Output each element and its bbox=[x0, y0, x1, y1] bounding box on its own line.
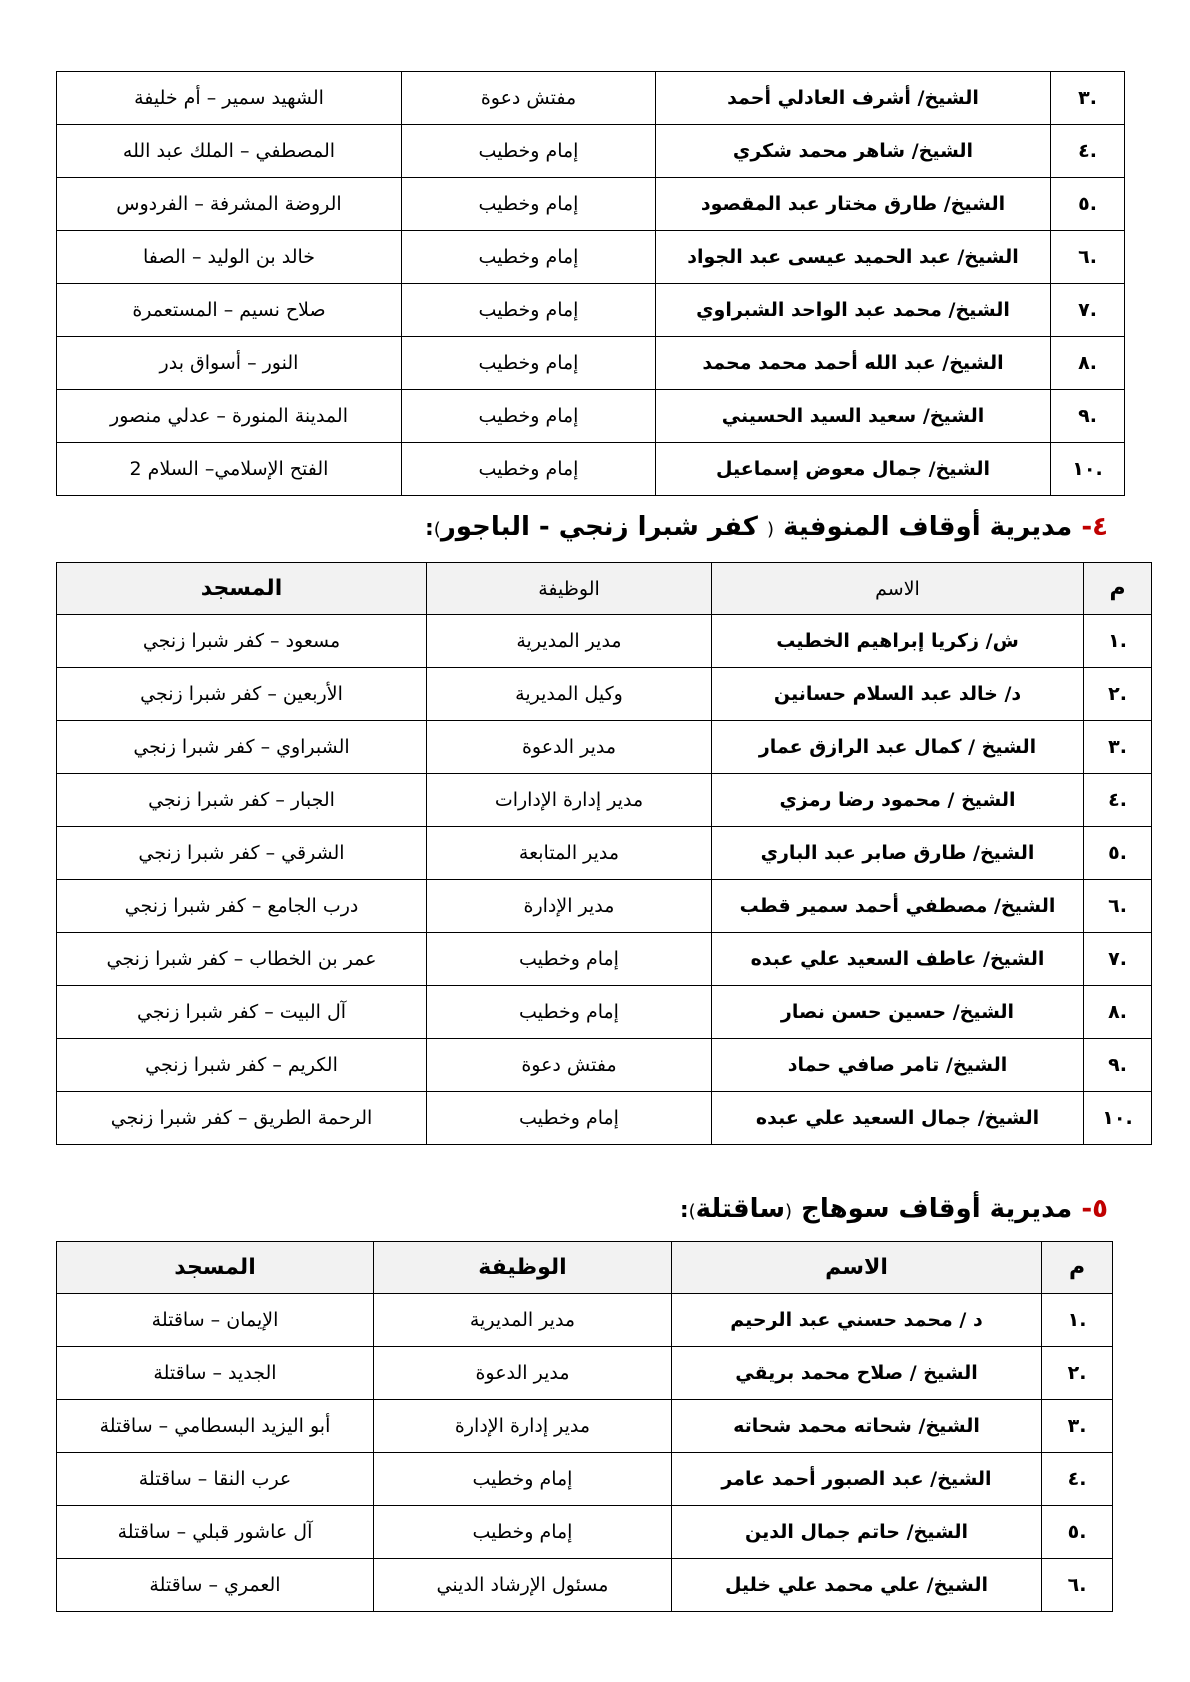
header-job: الوظيفة bbox=[427, 563, 712, 615]
job-title: مدير إدارة الإدارات bbox=[427, 774, 712, 827]
table-row bbox=[57, 986, 1152, 1039]
header-mosque: المسجد bbox=[57, 563, 427, 615]
table-row bbox=[57, 880, 1152, 933]
job-title: إمام وخطيب bbox=[402, 231, 656, 284]
job-title: مفتش دعوة bbox=[427, 1039, 712, 1092]
mosque-name: درب الجامع – كفر شبرا زنجي bbox=[57, 880, 427, 933]
table-row bbox=[57, 1347, 1113, 1400]
header-mosque: المسجد bbox=[57, 1242, 374, 1294]
table-header-row bbox=[57, 563, 1152, 615]
table-row bbox=[57, 1294, 1113, 1347]
paren-open: ( bbox=[785, 1201, 793, 1222]
person-name: الشيخ/ سعيد السيد الحسيني bbox=[656, 390, 1051, 443]
table-row bbox=[57, 721, 1152, 774]
mosque-name: الشبراوي – كفر شبرا زنجي bbox=[57, 721, 427, 774]
row-number: .٦ bbox=[1042, 1559, 1113, 1612]
job-title: إمام وخطيب bbox=[402, 337, 656, 390]
table-row bbox=[57, 1400, 1113, 1453]
paren-open: ( bbox=[766, 519, 775, 540]
table-section-5 bbox=[56, 1241, 1113, 1612]
person-name: د / محمد حسني عبد الرحيم bbox=[672, 1294, 1042, 1347]
job-title: وكيل المديرية bbox=[427, 668, 712, 721]
section-4-heading bbox=[425, 512, 1108, 542]
mosque-name: آل البيت – كفر شبرا زنجي bbox=[57, 986, 427, 1039]
table-row bbox=[57, 1506, 1113, 1559]
row-number: .٤ bbox=[1051, 125, 1125, 178]
table-row bbox=[57, 443, 1125, 496]
table-row bbox=[57, 284, 1125, 337]
header-job: الوظيفة bbox=[374, 1242, 672, 1294]
mosque-name: خالد بن الوليد – الصفا bbox=[57, 231, 402, 284]
person-name: الشيخ / صلاح محمد بريقي bbox=[672, 1347, 1042, 1400]
person-name: الشيخ/ حاتم جمال الدين bbox=[672, 1506, 1042, 1559]
row-number: .٧ bbox=[1051, 284, 1125, 337]
job-title: إمام وخطيب bbox=[402, 443, 656, 496]
row-number: .٩ bbox=[1051, 390, 1125, 443]
person-name: د/ خالد عبد السلام حسانين bbox=[712, 668, 1084, 721]
colon: : bbox=[424, 516, 434, 541]
job-title: إمام وخطيب bbox=[427, 1092, 712, 1145]
job-title: إمام وخطيب bbox=[402, 125, 656, 178]
job-title: إمام وخطيب bbox=[402, 284, 656, 337]
header-name: الاسم bbox=[712, 563, 1084, 615]
person-name: الشيخ/ عبد الحميد عيسى عبد الجواد bbox=[656, 231, 1051, 284]
job-title: مدير المديرية bbox=[374, 1294, 672, 1347]
row-number: .٣ bbox=[1042, 1400, 1113, 1453]
mosque-name: المدينة المنورة – عدلي منصور bbox=[57, 390, 402, 443]
row-number: .٤ bbox=[1084, 774, 1152, 827]
row-number: .٢ bbox=[1042, 1347, 1113, 1400]
job-title: مدير المتابعة bbox=[427, 827, 712, 880]
job-title: مدير إدارة الإدارة bbox=[374, 1400, 672, 1453]
table-row bbox=[57, 337, 1125, 390]
mosque-name: العمري – ساقتلة bbox=[57, 1559, 374, 1612]
row-number: .٥ bbox=[1042, 1506, 1113, 1559]
job-title: مدير الدعوة bbox=[427, 721, 712, 774]
table-row bbox=[57, 615, 1152, 668]
mosque-name: صلاح نسيم – المستعمرة bbox=[57, 284, 402, 337]
mosque-name: الجديد – ساقتلة bbox=[57, 1347, 374, 1400]
mosque-name: المصطفي – الملك عبد الله bbox=[57, 125, 402, 178]
row-number: .٢ bbox=[1084, 668, 1152, 721]
row-number: .٨ bbox=[1051, 337, 1125, 390]
row-number: .١٠ bbox=[1084, 1092, 1152, 1145]
table-header-row bbox=[57, 1242, 1113, 1294]
mosque-name: آل عاشور قبلي – ساقتلة bbox=[57, 1506, 374, 1559]
row-number: .٣ bbox=[1084, 721, 1152, 774]
table-row bbox=[57, 668, 1152, 721]
job-title: مدير الإدارة bbox=[427, 880, 712, 933]
section-title: مديرية أوقاف سوهاج bbox=[801, 1194, 1073, 1224]
person-name: الشيخ / محمود رضا رمزي bbox=[712, 774, 1084, 827]
job-title: إمام وخطيب bbox=[402, 178, 656, 231]
mosque-name: الروضة المشرفة – الفردوس bbox=[57, 178, 402, 231]
table-section-3-continued bbox=[56, 71, 1125, 496]
colon: : bbox=[679, 1198, 689, 1223]
section-subtitle: كفر شبرا زنجي - الباجور bbox=[440, 512, 758, 542]
paren-close: ) bbox=[688, 1201, 696, 1222]
person-name: الشيخ/ شاهر محمد شكري bbox=[656, 125, 1051, 178]
person-name: الشيخ/ مصطفي أحمد سمير قطب bbox=[712, 880, 1084, 933]
person-name: الشيخ/ حسين حسن نصار bbox=[712, 986, 1084, 1039]
job-title: مفتش دعوة bbox=[402, 72, 656, 125]
row-number: .١ bbox=[1084, 615, 1152, 668]
job-title: مدير المديرية bbox=[427, 615, 712, 668]
row-number: .٤ bbox=[1042, 1453, 1113, 1506]
table-row bbox=[57, 933, 1152, 986]
table-section-4 bbox=[56, 562, 1152, 1145]
section-number: ٥- bbox=[1081, 1194, 1108, 1224]
header-num: م bbox=[1042, 1242, 1113, 1294]
table-row bbox=[57, 1039, 1152, 1092]
table-row bbox=[57, 1092, 1152, 1145]
row-number: .٨ bbox=[1084, 986, 1152, 1039]
row-number: .٥ bbox=[1084, 827, 1152, 880]
row-number: .٩ bbox=[1084, 1039, 1152, 1092]
person-name: الشيخ/ عبد الله أحمد محمد محمد bbox=[656, 337, 1051, 390]
table-row bbox=[57, 231, 1125, 284]
table-row bbox=[57, 1453, 1113, 1506]
person-name: الشيخ/ جمال معوض إسماعيل bbox=[656, 443, 1051, 496]
person-name: الشيخ/ أشرف العادلي أحمد bbox=[656, 72, 1051, 125]
person-name: الشيخ/ عبد الصبور أحمد عامر bbox=[672, 1453, 1042, 1506]
mosque-name: أبو اليزيد البسطامي – ساقتلة bbox=[57, 1400, 374, 1453]
table-row bbox=[57, 125, 1125, 178]
mosque-name: الأربعين – كفر شبرا زنجي bbox=[57, 668, 427, 721]
job-title: إمام وخطيب bbox=[374, 1506, 672, 1559]
table-row bbox=[57, 1559, 1113, 1612]
mosque-name: الشهيد سمير – أم خليفة bbox=[57, 72, 402, 125]
header-num: م bbox=[1084, 563, 1152, 615]
table-row bbox=[57, 390, 1125, 443]
header-name: الاسم bbox=[672, 1242, 1042, 1294]
mosque-name: الإيمان – ساقتلة bbox=[57, 1294, 374, 1347]
person-name: الشيخ/ شحاته محمد شحاته bbox=[672, 1400, 1042, 1453]
mosque-name: عرب النقا – ساقتلة bbox=[57, 1453, 374, 1506]
row-number: .٣ bbox=[1051, 72, 1125, 125]
section-number: ٤- bbox=[1081, 512, 1108, 542]
table-row bbox=[57, 178, 1125, 231]
job-title: مدير الدعوة bbox=[374, 1347, 672, 1400]
section-subtitle: ساقتلة bbox=[695, 1194, 786, 1224]
row-number: .٦ bbox=[1084, 880, 1152, 933]
mosque-name: الكريم – كفر شبرا زنجي bbox=[57, 1039, 427, 1092]
section-5-heading bbox=[680, 1194, 1108, 1224]
person-name: الشيخ/ محمد عبد الواحد الشبراوي bbox=[656, 284, 1051, 337]
table-row bbox=[57, 827, 1152, 880]
row-number: .٥ bbox=[1051, 178, 1125, 231]
mosque-name: الجبار – كفر شبرا زنجي bbox=[57, 774, 427, 827]
person-name: الشيخ/ طارق مختار عبد المقصود bbox=[656, 178, 1051, 231]
mosque-name: الرحمة الطريق – كفر شبرا زنجي bbox=[57, 1092, 427, 1145]
person-name: الشيخ/ تامر صافي حماد bbox=[712, 1039, 1084, 1092]
person-name: الشيخ/ طارق صابر عبد الباري bbox=[712, 827, 1084, 880]
person-name: الشيخ/ جمال السعيد علي عبده bbox=[712, 1092, 1084, 1145]
job-title: إمام وخطيب bbox=[427, 933, 712, 986]
mosque-name: مسعود – كفر شبرا زنجي bbox=[57, 615, 427, 668]
job-title: مسئول الإرشاد الديني bbox=[374, 1559, 672, 1612]
person-name: الشيخ/ عاطف السعيد علي عبده bbox=[712, 933, 1084, 986]
mosque-name: النور – أسواق بدر bbox=[57, 337, 402, 390]
person-name: الشيخ / كمال عبد الرازق عمار bbox=[712, 721, 1084, 774]
row-number: .٦ bbox=[1051, 231, 1125, 284]
job-title: إمام وخطيب bbox=[402, 390, 656, 443]
mosque-name: الفتح الإسلامي– السلام 2 bbox=[57, 443, 402, 496]
table-row bbox=[57, 72, 1125, 125]
row-number: .١ bbox=[1042, 1294, 1113, 1347]
mosque-name: الشرقي – كفر شبرا زنجي bbox=[57, 827, 427, 880]
section-title: مديرية أوقاف المنوفية bbox=[783, 512, 1073, 542]
row-number: .٧ bbox=[1084, 933, 1152, 986]
paren-close: ) bbox=[433, 519, 441, 540]
table-row bbox=[57, 774, 1152, 827]
person-name: الشيخ/ علي محمد علي خليل bbox=[672, 1559, 1042, 1612]
row-number: .١٠ bbox=[1051, 443, 1125, 496]
person-name: ش/ زكريا إبراهيم الخطيب bbox=[712, 615, 1084, 668]
job-title: إمام وخطيب bbox=[427, 986, 712, 1039]
job-title: إمام وخطيب bbox=[374, 1453, 672, 1506]
mosque-name: عمر بن الخطاب – كفر شبرا زنجي bbox=[57, 933, 427, 986]
